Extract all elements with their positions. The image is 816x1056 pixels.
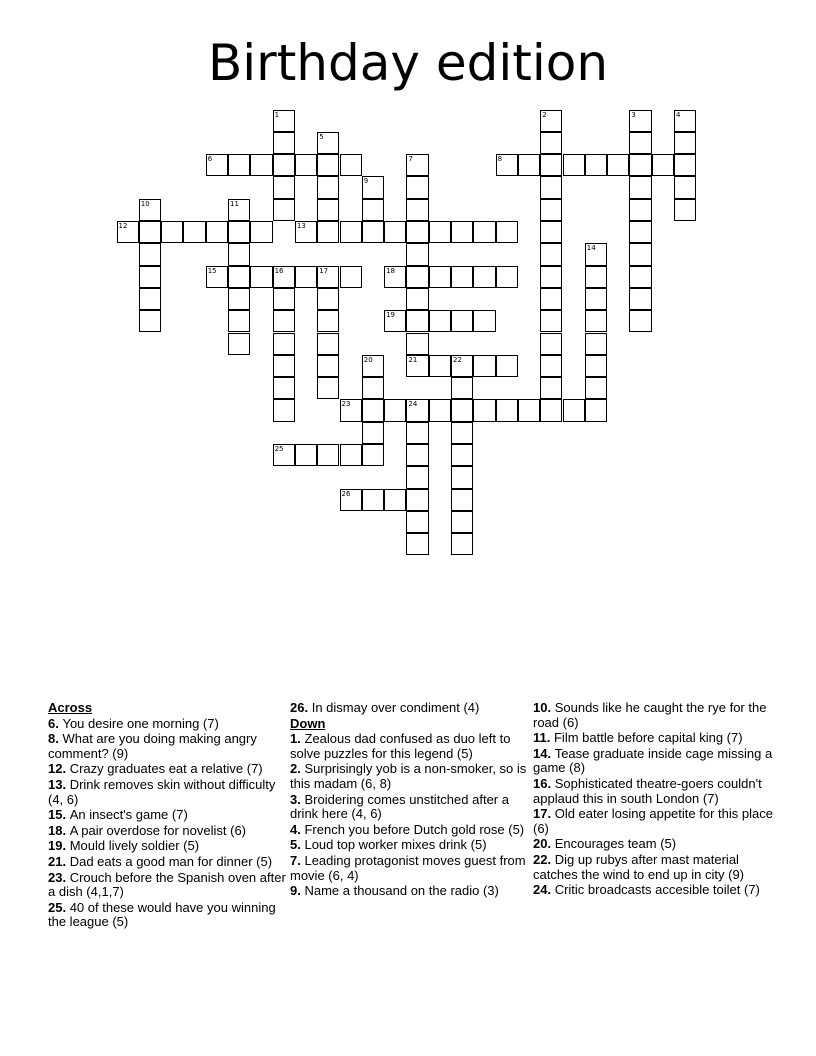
grid-cell[interactable]	[518, 154, 540, 176]
clue	[533, 837, 775, 852]
clue-number-dot: .	[55, 731, 63, 747]
grid-cell[interactable]	[273, 266, 295, 288]
clue-number-label: 4	[290, 821, 298, 837]
grid-cell[interactable]	[273, 154, 295, 176]
grid-cell[interactable]	[629, 154, 651, 176]
clue-number: 25	[274, 445, 284, 453]
clue-number-dot: .	[297, 761, 305, 777]
grid-cell[interactable]	[273, 355, 295, 377]
clue-text: Tease graduate inside cage missing a game (8)	[533, 745, 773, 776]
clue-text: Sophisticated theatre-goers couldn't applaud this in south London (7)	[533, 775, 762, 806]
grid-cell[interactable]	[273, 176, 295, 198]
crossword-grid	[117, 110, 727, 570]
clue-number-label: 15	[48, 807, 63, 823]
clue-number-label: 7	[290, 852, 298, 868]
grid-cell[interactable]	[629, 266, 651, 288]
grid-cell[interactable]	[496, 355, 518, 377]
grid-cell[interactable]	[317, 444, 339, 466]
grid-cell[interactable]	[317, 377, 339, 399]
clue-text: Mould lively soldier (5)	[69, 838, 200, 854]
clue-number-label: 10	[533, 700, 548, 715]
grid-cell[interactable]	[473, 266, 495, 288]
grid-cell[interactable]	[362, 199, 384, 221]
grid-cell[interactable]	[384, 221, 406, 243]
grid-cell[interactable]	[406, 154, 428, 176]
clue-number-label: 14	[533, 745, 548, 761]
clue	[533, 807, 775, 836]
puzzle-title: Birthday edition	[207, 34, 609, 92]
clue-number: 19	[386, 311, 396, 320]
clue-number: 15	[207, 266, 217, 275]
clue	[48, 717, 290, 732]
clue-number-dot: .	[297, 821, 305, 837]
grid-cell[interactable]	[406, 243, 428, 265]
clue-number: 17	[319, 266, 329, 275]
grid-cell[interactable]	[585, 377, 607, 399]
clue-number-dot: .	[547, 851, 555, 867]
clue	[290, 884, 532, 899]
clue-number-dot: .	[55, 715, 63, 731]
grid-cell[interactable]	[406, 466, 428, 488]
grid-cell[interactable]	[250, 221, 272, 243]
clue	[48, 839, 290, 854]
clue-number: 18	[386, 266, 396, 275]
clue	[533, 701, 775, 730]
clue	[48, 871, 290, 900]
clue	[48, 732, 290, 761]
grid-cell[interactable]	[362, 422, 384, 444]
grid-cell[interactable]	[250, 266, 272, 288]
grid-cell[interactable]	[585, 266, 607, 288]
clue-text: Dig up rubys after mast material catches the wind to end up in city (9)	[533, 851, 745, 882]
clue-text: French you before Dutch gold rose (5)	[304, 821, 525, 837]
grid-cell[interactable]	[585, 288, 607, 310]
clue-number-label: 21	[48, 853, 63, 869]
clue-number: 12	[118, 222, 128, 230]
clue-text: 40 of these would have you winning the league (5)	[48, 899, 276, 930]
grid-cell[interactable]	[295, 154, 317, 176]
grid-cell[interactable]	[451, 489, 473, 511]
grid-cell[interactable]	[496, 399, 518, 421]
clue-number-label: 19	[48, 838, 63, 854]
clue-number-dot: .	[62, 822, 70, 838]
clue-number: 11	[230, 199, 239, 208]
clue-number-dot: .	[62, 807, 70, 823]
grid-cell[interactable]	[451, 221, 473, 243]
grid-cell[interactable]	[496, 266, 518, 288]
clue-number-dot: .	[62, 869, 70, 885]
grid-cell[interactable]	[518, 399, 540, 421]
clue-number-dot: .	[62, 838, 70, 854]
grid-cell[interactable]	[362, 377, 384, 399]
grid-cell[interactable]	[362, 221, 384, 243]
clue-text: Critic broadcasts accesible toilet (7)	[554, 882, 760, 898]
clue-number-label: 25	[48, 899, 63, 915]
grid-cell[interactable]	[362, 355, 384, 377]
clue	[290, 701, 532, 716]
grid-cell[interactable]	[540, 266, 562, 288]
clue-text: Film battle before capital king (7)	[553, 730, 743, 746]
clue-number-label: 18	[48, 822, 63, 838]
grid-cell[interactable]	[585, 355, 607, 377]
clue	[533, 747, 775, 776]
clue-text: Loud top worker mixes drink (5)	[304, 837, 487, 853]
clue-number: 22	[453, 355, 462, 364]
grid-cell[interactable]	[317, 176, 339, 198]
clue-number-label: 6	[48, 715, 56, 731]
grid-cell[interactable]	[629, 243, 651, 265]
grid-cell[interactable]	[317, 355, 339, 377]
grid-cell[interactable]	[206, 221, 228, 243]
grid-cell[interactable]	[340, 266, 362, 288]
clue	[290, 838, 532, 853]
grid-cell[interactable]	[451, 355, 473, 377]
grid-cell[interactable]	[228, 266, 250, 288]
grid-cell[interactable]	[429, 266, 451, 288]
grid-cell[interactable]	[674, 176, 696, 198]
grid-cell[interactable]	[273, 333, 295, 355]
grid-cell[interactable]	[585, 399, 607, 421]
grid-cell[interactable]	[406, 199, 428, 221]
clue-text: Surprisingly yob is a non-smoker, so is this madam (6, 8)	[290, 761, 527, 791]
clue-number-dot: .	[547, 806, 555, 822]
clue-number-dot: .	[547, 775, 555, 791]
grid-cell[interactable]	[451, 422, 473, 444]
grid-cell[interactable]	[295, 266, 317, 288]
clue-number: 14	[586, 244, 596, 253]
grid-cell[interactable]	[540, 154, 562, 176]
clue-number-label: 5	[290, 837, 298, 853]
clue-text: Drink removes skin without difficulty (4, 6)	[48, 776, 276, 807]
grid-cell[interactable]	[206, 266, 228, 288]
clues-column-3	[533, 701, 775, 899]
grid-cell[interactable]	[340, 489, 362, 511]
grid-cell[interactable]	[139, 243, 161, 265]
grid-cell[interactable]	[295, 221, 317, 243]
grid-cell[interactable]	[451, 310, 473, 332]
clue	[48, 855, 290, 870]
clue-number-dot: .	[62, 853, 70, 869]
clue-number: 21	[408, 355, 418, 364]
grid-cell[interactable]	[406, 399, 428, 421]
clue-text: Encourages team (5)	[554, 836, 677, 852]
clue-number: 23	[341, 400, 351, 409]
grid-cell[interactable]	[563, 154, 585, 176]
clue-number-label: 2	[290, 761, 298, 777]
grid-cell[interactable]	[273, 399, 295, 421]
clue-number-label: 3	[290, 791, 298, 807]
clue	[290, 793, 532, 822]
clue-number: 7	[408, 155, 413, 164]
clue-text: Old eater losing appetite for this place (6)	[533, 806, 773, 836]
grid-cell[interactable]	[384, 266, 406, 288]
grid-cell[interactable]	[139, 288, 161, 310]
grid-cell[interactable]	[473, 221, 495, 243]
grid-cell[interactable]	[451, 511, 473, 533]
clue-number-label: 24	[533, 882, 548, 898]
clue-number-label: 22	[533, 851, 548, 867]
clue	[48, 901, 290, 930]
grid-cell[interactable]	[563, 399, 585, 421]
clue-number-label: 20	[533, 836, 548, 852]
grid-cell[interactable]	[540, 243, 562, 265]
clue-number: 4	[676, 110, 681, 119]
grid-cell[interactable]	[273, 444, 295, 466]
grid-cell[interactable]	[273, 288, 295, 310]
grid-cell[interactable]	[250, 154, 272, 176]
clue-number-dot: .	[297, 852, 305, 868]
clues-column-2	[290, 701, 532, 900]
clue-number: 20	[363, 355, 373, 364]
clue-text: Crazy graduates eat a relative (7)	[69, 761, 263, 777]
grid-cell[interactable]	[540, 355, 562, 377]
grid-cell[interactable]	[384, 489, 406, 511]
clue-number: 3	[631, 110, 636, 119]
clue	[48, 778, 290, 807]
grid-cell[interactable]	[674, 199, 696, 221]
grid-cell[interactable]	[273, 132, 295, 154]
clue-number-dot: .	[546, 730, 554, 746]
grid-cell[interactable]	[585, 154, 607, 176]
grid-cell[interactable]	[317, 266, 339, 288]
grid-cell[interactable]	[384, 399, 406, 421]
clue	[290, 732, 532, 761]
clue-number-dot: .	[304, 700, 312, 715]
grid-cell[interactable]	[629, 132, 651, 154]
grid-cell[interactable]	[629, 199, 651, 221]
grid-cell[interactable]	[585, 243, 607, 265]
grid-cell[interactable]	[340, 221, 362, 243]
clue-number-dot: .	[547, 836, 555, 852]
grid-cell[interactable]	[317, 310, 339, 332]
clue	[533, 883, 775, 898]
clue-text: You desire one morning (7)	[62, 715, 219, 731]
grid-cell[interactable]	[340, 399, 362, 421]
clue-number: 10	[140, 199, 150, 208]
grid-cell[interactable]	[317, 221, 339, 243]
grid-cell[interactable]	[362, 489, 384, 511]
grid-cell[interactable]	[451, 377, 473, 399]
grid-cell[interactable]	[228, 221, 250, 243]
grid-cell[interactable]	[473, 399, 495, 421]
grid-cell[interactable]	[540, 199, 562, 221]
grid-cell[interactable]	[117, 221, 139, 243]
grid-cell[interactable]	[540, 310, 562, 332]
clue	[290, 823, 532, 838]
grid-cell[interactable]	[228, 243, 250, 265]
clue	[48, 824, 290, 839]
grid-cell[interactable]	[406, 333, 428, 355]
clue-number: 1	[274, 110, 280, 119]
clue-number-label: 16	[533, 775, 548, 791]
grid-cell[interactable]	[406, 310, 428, 332]
clue-number-label: 8	[48, 731, 56, 747]
grid-cell[interactable]	[317, 199, 339, 221]
grid-cell[interactable]	[496, 154, 518, 176]
grid-cell[interactable]	[496, 221, 518, 243]
grid-cell[interactable]	[183, 221, 205, 243]
grid-cell[interactable]	[273, 310, 295, 332]
clue	[533, 777, 775, 806]
clue-number-dot: .	[297, 791, 305, 807]
grid-cell[interactable]	[429, 399, 451, 421]
grid-cell[interactable]	[406, 489, 428, 511]
grid-cell[interactable]	[406, 176, 428, 198]
grid-cell[interactable]	[317, 154, 339, 176]
clue-number: 6	[207, 155, 213, 164]
clue-text: Leading protagonist moves guest from movie (6, 4)	[290, 852, 526, 883]
clue-number-label: 12	[48, 761, 63, 777]
clue-number: 9	[363, 177, 369, 186]
grid-cell[interactable]	[451, 466, 473, 488]
clue-number-label: 1	[290, 731, 298, 747]
grid-cell[interactable]	[607, 154, 629, 176]
grid-cell[interactable]	[228, 333, 250, 355]
grid-cell[interactable]	[384, 310, 406, 332]
down-heading: Down	[290, 715, 326, 731]
grid-cell[interactable]	[540, 377, 562, 399]
grid-cell[interactable]	[540, 399, 562, 421]
grid-cell[interactable]	[674, 110, 696, 132]
clue-number-label: 11	[533, 730, 547, 746]
grid-cell[interactable]	[629, 221, 651, 243]
grid-cell[interactable]	[473, 310, 495, 332]
grid-cell[interactable]	[429, 310, 451, 332]
grid-cell[interactable]	[406, 221, 428, 243]
grid-cell[interactable]	[674, 132, 696, 154]
grid-cell[interactable]	[652, 154, 674, 176]
clue	[533, 853, 775, 882]
clue-number-dot: .	[62, 899, 70, 915]
grid-cell[interactable]	[139, 221, 161, 243]
grid-cell[interactable]	[451, 266, 473, 288]
grid-cell[interactable]	[161, 221, 183, 243]
grid-cell[interactable]	[362, 444, 384, 466]
clue-text: An insect's game (7)	[69, 807, 188, 823]
clue-text: A pair overdose for novelist (6)	[69, 822, 247, 838]
grid-cell[interactable]	[629, 110, 651, 132]
grid-cell[interactable]	[317, 288, 339, 310]
clue-number-dot: .	[547, 700, 555, 715]
grid-cell[interactable]	[429, 221, 451, 243]
clue-number-label: 23	[48, 869, 63, 885]
grid-cell[interactable]	[362, 176, 384, 198]
grid-cell[interactable]	[406, 444, 428, 466]
clue-text: Name a thousand on the radio (3)	[304, 883, 499, 899]
grid-cell[interactable]	[406, 355, 428, 377]
clues-column-1	[48, 701, 290, 931]
grid-cell[interactable]	[317, 333, 339, 355]
clue-number-dot: .	[297, 883, 305, 899]
grid-cell[interactable]	[629, 310, 651, 332]
clue-number-dot: .	[547, 882, 555, 898]
clue	[48, 762, 290, 777]
grid-cell[interactable]	[206, 154, 228, 176]
clue-number-label: 9	[290, 883, 298, 899]
grid-cell[interactable]	[406, 266, 428, 288]
grid-cell[interactable]	[585, 333, 607, 355]
clue-text: Sounds like he caught the rye for the road (6)	[533, 700, 767, 730]
clue-text: Broidering comes unstitched after a drink here (4, 6)	[290, 791, 509, 822]
clue-text: In dismay over condiment (4)	[311, 700, 480, 715]
clue-text: Dad eats a good man for dinner (5)	[69, 853, 273, 869]
across-heading: Across	[48, 700, 93, 715]
clue-number-dot: .	[62, 761, 70, 777]
grid-cell[interactable]	[540, 288, 562, 310]
clue	[290, 854, 532, 883]
grid-cell[interactable]	[228, 199, 250, 221]
clue-text: What are you doing making angry comment? (9)	[48, 731, 257, 761]
grid-cell[interactable]	[540, 221, 562, 243]
grid-cell[interactable]	[629, 288, 651, 310]
grid-cell[interactable]	[473, 355, 495, 377]
grid-cell[interactable]	[139, 199, 161, 221]
grid-cell[interactable]	[228, 310, 250, 332]
clue-number-dot: .	[297, 837, 305, 853]
grid-cell[interactable]	[228, 288, 250, 310]
grid-cell[interactable]	[362, 399, 384, 421]
grid-cell[interactable]	[228, 154, 250, 176]
grid-cell[interactable]	[273, 377, 295, 399]
grid-cell[interactable]	[406, 288, 428, 310]
grid-cell[interactable]	[139, 310, 161, 332]
grid-cell[interactable]	[406, 533, 428, 555]
grid-cell[interactable]	[540, 110, 562, 132]
grid-cell[interactable]	[540, 333, 562, 355]
grid-cell[interactable]	[273, 199, 295, 221]
clue	[290, 762, 532, 791]
clue-number: 2	[542, 110, 547, 119]
grid-cell[interactable]	[406, 422, 428, 444]
clue-number: 26	[341, 489, 351, 498]
grid-cell[interactable]	[317, 132, 339, 154]
grid-cell[interactable]	[340, 444, 362, 466]
grid-cell[interactable]	[406, 511, 428, 533]
grid-cell[interactable]	[451, 444, 473, 466]
clue-number-label: 26	[290, 700, 305, 715]
clue-text: Zealous dad confused as duo left to solve puzzles for this legend (5)	[290, 731, 511, 761]
clue-number-label: 13	[48, 776, 63, 792]
grid-cell[interactable]	[674, 154, 696, 176]
grid-cell[interactable]	[451, 533, 473, 555]
clue	[533, 731, 775, 746]
clue-number: 24	[408, 400, 418, 409]
clue-number: 13	[296, 222, 306, 230]
grid-cell[interactable]	[273, 110, 295, 132]
grid-cell[interactable]	[540, 132, 562, 154]
grid-cell[interactable]	[629, 176, 651, 198]
grid-cell[interactable]	[451, 399, 473, 421]
clue-number: 5	[319, 132, 324, 141]
grid-cell[interactable]	[340, 154, 362, 176]
clue-text: Crouch before the Spanish oven after a dish (4,1,7)	[48, 869, 286, 900]
grid-cell[interactable]	[139, 266, 161, 288]
grid-cell[interactable]	[585, 310, 607, 332]
clue-number-label: 17	[533, 806, 548, 822]
clue	[48, 808, 290, 823]
clue-number: 8	[497, 155, 503, 164]
clue-number-dot: .	[297, 731, 305, 747]
clue-number-dot: .	[62, 776, 70, 792]
clue-number: 16	[274, 266, 284, 275]
grid-cell[interactable]	[295, 444, 317, 466]
clue-number-dot: .	[547, 745, 555, 761]
grid-cell[interactable]	[429, 355, 451, 377]
grid-cell[interactable]	[540, 176, 562, 198]
